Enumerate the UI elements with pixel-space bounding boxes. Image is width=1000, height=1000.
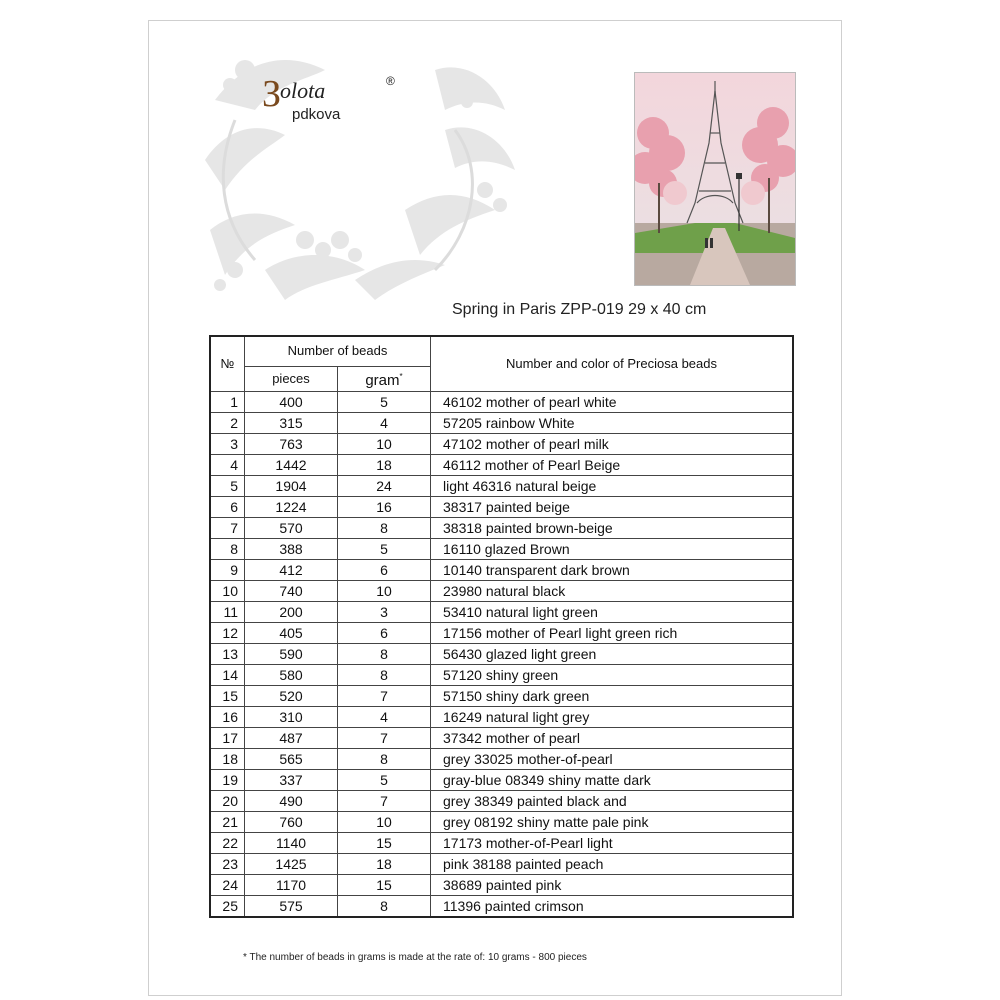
row-color: 56430 glazed light green — [431, 643, 794, 664]
row-number: 13 — [210, 643, 245, 664]
row-gram: 18 — [338, 454, 431, 475]
row-color: 37342 mother of pearl — [431, 727, 794, 748]
row-gram: 3 — [338, 601, 431, 622]
row-gram: 7 — [338, 790, 431, 811]
table-row — [210, 811, 793, 832]
row-number: 5 — [210, 475, 245, 496]
row-pieces: 1140 — [245, 832, 338, 853]
table-row — [210, 832, 793, 853]
row-color: 53410 natural light green — [431, 601, 794, 622]
row-color: 57120 shiny green — [431, 664, 794, 685]
row-number: 19 — [210, 769, 245, 790]
row-color: 38318 painted brown-beige — [431, 517, 794, 538]
row-number: 4 — [210, 454, 245, 475]
row-pieces: 740 — [245, 580, 338, 601]
row-number: 8 — [210, 538, 245, 559]
header-number-of-beads: Number of beads — [245, 336, 431, 366]
table-row — [210, 664, 793, 685]
row-pieces: 575 — [245, 895, 338, 917]
header-color: Number and color of Preciosa beads — [431, 336, 794, 391]
table-row — [210, 496, 793, 517]
row-color: light 46316 natural beige — [431, 475, 794, 496]
row-pieces: 520 — [245, 685, 338, 706]
row-gram: 15 — [338, 874, 431, 895]
row-pieces: 763 — [245, 433, 338, 454]
table-row — [210, 853, 793, 874]
header-pieces: pieces — [245, 366, 338, 391]
row-pieces: 1224 — [245, 496, 338, 517]
row-pieces: 760 — [245, 811, 338, 832]
row-pieces: 337 — [245, 769, 338, 790]
table-row — [210, 580, 793, 601]
table-row — [210, 643, 793, 664]
row-gram: 6 — [338, 559, 431, 580]
row-color: grey 08192 shiny matte pale pink — [431, 811, 794, 832]
row-color: 46112 mother of Pearl Beige — [431, 454, 794, 475]
row-color: grey 33025 mother-of-pearl — [431, 748, 794, 769]
header-gram: gram* — [338, 366, 431, 391]
row-gram: 15 — [338, 832, 431, 853]
table-row — [210, 538, 793, 559]
row-gram: 7 — [338, 685, 431, 706]
table-row — [210, 769, 793, 790]
row-gram: 5 — [338, 769, 431, 790]
row-gram: 4 — [338, 412, 431, 433]
table-row — [210, 601, 793, 622]
logo-line1: olota — [280, 78, 326, 103]
row-pieces: 490 — [245, 790, 338, 811]
row-number: 6 — [210, 496, 245, 517]
row-number: 2 — [210, 412, 245, 433]
row-number: 1 — [210, 391, 245, 412]
row-pieces: 1425 — [245, 853, 338, 874]
row-pieces: 412 — [245, 559, 338, 580]
row-color: 46102 mother of pearl white — [431, 391, 794, 412]
header-number: № — [210, 336, 245, 391]
row-number: 9 — [210, 559, 245, 580]
row-gram: 10 — [338, 580, 431, 601]
row-gram: 6 — [338, 622, 431, 643]
footnote: * The number of beads in grams is made at the rate of: 10 grams - 800 pieces — [243, 952, 587, 963]
row-color: grey 38349 painted black and — [431, 790, 794, 811]
table-row — [210, 391, 793, 412]
row-number: 10 — [210, 580, 245, 601]
row-pieces: 590 — [245, 643, 338, 664]
row-gram: 10 — [338, 811, 431, 832]
row-color: 16249 natural light grey — [431, 706, 794, 727]
row-color: 47102 mother of pearl milk — [431, 433, 794, 454]
row-gram: 16 — [338, 496, 431, 517]
row-pieces: 400 — [245, 391, 338, 412]
row-gram: 8 — [338, 643, 431, 664]
row-pieces: 200 — [245, 601, 338, 622]
row-gram: 8 — [338, 895, 431, 917]
row-gram: 18 — [338, 853, 431, 874]
table-row — [210, 517, 793, 538]
table-row — [210, 454, 793, 475]
row-color: pink 38188 painted peach — [431, 853, 794, 874]
row-pieces: 1442 — [245, 454, 338, 475]
row-number: 12 — [210, 622, 245, 643]
table-row — [210, 475, 793, 496]
row-pieces: 310 — [245, 706, 338, 727]
table-row — [210, 790, 793, 811]
table-row — [210, 433, 793, 454]
pattern-title: Spring in Paris ZPP-019 29 x 40 cm — [452, 301, 707, 318]
row-color: 17156 mother of Pearl light green rich — [431, 622, 794, 643]
registered-mark: ® — [386, 74, 395, 88]
row-pieces: 1904 — [245, 475, 338, 496]
row-color: 57205 rainbow White — [431, 412, 794, 433]
row-number: 24 — [210, 874, 245, 895]
row-gram: 10 — [338, 433, 431, 454]
row-gram: 24 — [338, 475, 431, 496]
bead-rows — [210, 391, 793, 917]
row-number: 25 — [210, 895, 245, 917]
row-color: 57150 shiny dark green — [431, 685, 794, 706]
row-pieces: 565 — [245, 748, 338, 769]
product-picture — [634, 72, 796, 286]
row-gram: 8 — [338, 748, 431, 769]
row-pieces: 315 — [245, 412, 338, 433]
row-color: 38317 painted beige — [431, 496, 794, 517]
row-gram: 8 — [338, 517, 431, 538]
row-pieces: 405 — [245, 622, 338, 643]
row-color: 17173 mother-of-Pearl light — [431, 832, 794, 853]
row-number: 7 — [210, 517, 245, 538]
table-row — [210, 748, 793, 769]
row-color: gray-blue 08349 shiny matte dark — [431, 769, 794, 790]
logo-mark: З — [262, 73, 282, 115]
row-gram: 8 — [338, 664, 431, 685]
table-row — [210, 874, 793, 895]
table-row — [210, 895, 793, 917]
row-number: 3 — [210, 433, 245, 454]
row-pieces: 487 — [245, 727, 338, 748]
row-number: 23 — [210, 853, 245, 874]
row-number: 15 — [210, 685, 245, 706]
table-row — [210, 685, 793, 706]
table-row — [210, 559, 793, 580]
row-gram: 5 — [338, 538, 431, 559]
row-pieces: 580 — [245, 664, 338, 685]
row-pieces: 570 — [245, 517, 338, 538]
row-color: 23980 natural black — [431, 580, 794, 601]
row-number: 16 — [210, 706, 245, 727]
table-row — [210, 412, 793, 433]
row-number: 20 — [210, 790, 245, 811]
eiffel-tower-scene-icon — [635, 73, 795, 285]
row-gram: 5 — [338, 391, 431, 412]
row-number: 11 — [210, 601, 245, 622]
table-row — [210, 727, 793, 748]
row-number: 22 — [210, 832, 245, 853]
row-number: 18 — [210, 748, 245, 769]
brand-logo — [258, 73, 398, 138]
row-color: 16110 glazed Brown — [431, 538, 794, 559]
row-number: 17 — [210, 727, 245, 748]
table-row — [210, 706, 793, 727]
row-gram: 4 — [338, 706, 431, 727]
row-color: 11396 painted crimson — [431, 895, 794, 917]
row-pieces: 1170 — [245, 874, 338, 895]
row-color: 38689 painted pink — [431, 874, 794, 895]
logo-line2: pdkova — [292, 106, 341, 123]
bead-table — [209, 335, 794, 918]
row-color: 10140 transparent dark brown — [431, 559, 794, 580]
row-number: 14 — [210, 664, 245, 685]
row-gram: 7 — [338, 727, 431, 748]
row-number: 21 — [210, 811, 245, 832]
table-row — [210, 622, 793, 643]
row-pieces: 388 — [245, 538, 338, 559]
